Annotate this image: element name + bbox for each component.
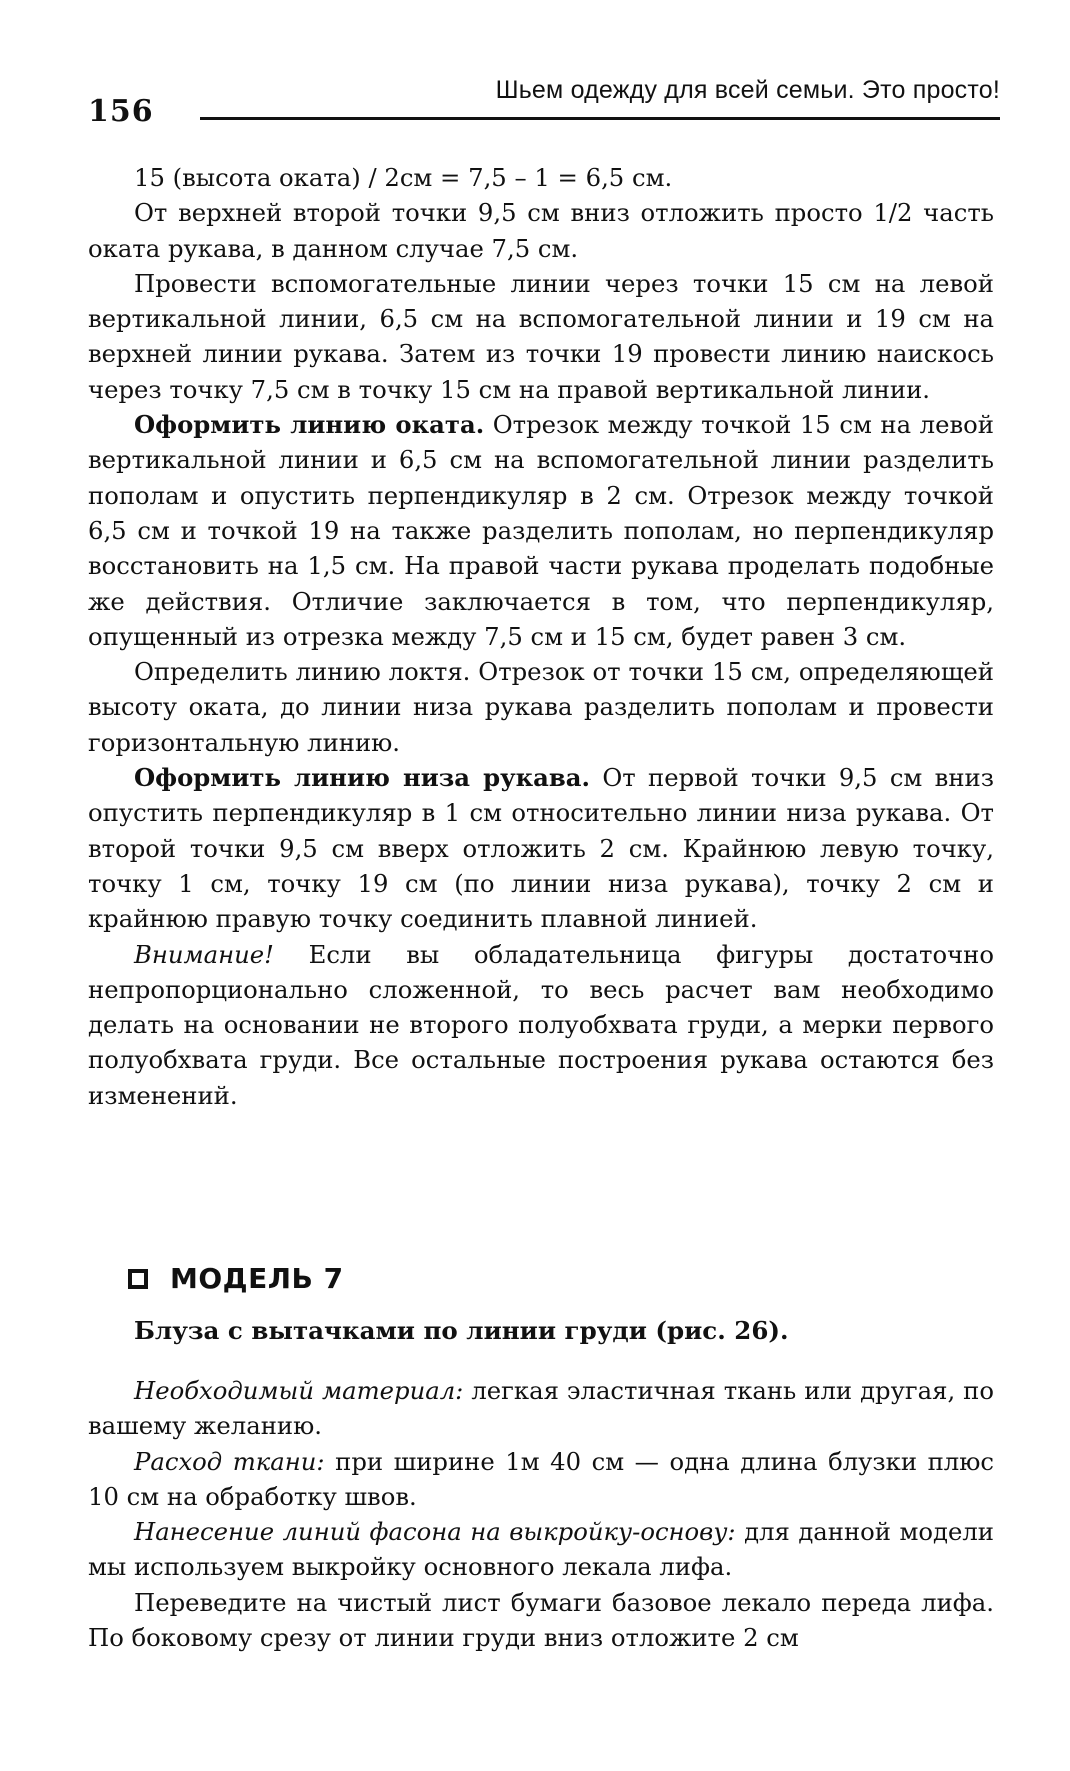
running-title: Шьем одежду для всей семьи. Это просто! xyxy=(495,76,1000,104)
section-subtitle: Блуза с вытачками по линии груди (рис. 26). xyxy=(134,1316,789,1345)
main-text xyxy=(88,160,994,1113)
paragraph xyxy=(88,1444,994,1515)
page-number: 156 xyxy=(88,94,154,129)
paragraph-text: для данной модели мы используем выкройку основного лекала лифа. xyxy=(88,1517,994,1582)
paragraph-text: при ширине 1м 40 см — одна длина блузки плюс 10 см на обработку швов. xyxy=(88,1446,994,1511)
paragraph xyxy=(88,760,994,936)
bold-lead: Оформить линию оката. xyxy=(134,410,485,440)
paragraph: Провести вспомогательные линии через точки 15 см на левой вертикальной линии, 6,5 см на вспомогательной линии и 19 см на верхней линии рукава. Затем из точки 19 провести линию наискось через точку 7,5 см в точку 15 см на правой вертикальной линии. xyxy=(88,268,994,404)
paragraph xyxy=(88,937,994,1113)
italic-lead: Расход ткани: xyxy=(134,1446,325,1476)
paragraph xyxy=(88,407,994,654)
square-bullet-icon xyxy=(128,1269,148,1289)
paragraph: 15 (высота оката) / 2см = 7,5 – 1 = 6,5 см. xyxy=(134,163,673,192)
paragraph: От верхней второй точки 9,5 см вниз отложить просто 1/2 часть оката рукава, в данном случае 7,5 см. xyxy=(88,198,994,263)
italic-lead: Нанесение линий фасона на выкройку-основу: xyxy=(134,1517,736,1547)
section-heading-text: МОДЕЛЬ 7 xyxy=(170,1262,344,1295)
paragraph: Переведите на чистый лист бумаги базовое лекало переда лифа. По боковому срезу от линии груди вниз отложите 2 см xyxy=(88,1587,994,1653)
paragraph-text: Отрезок между точкой 15 см на левой вертикальной линии и 6,5 см на вспомогательной линии разделить пополам и опустить перпендикуляр в 2 см. Отрезок между точкой 6,5 см и точкой 19 на также разделить пополам, но перпендикуляр восстановить на 1,5 см. На правой части рукава проделать подобные же действия. Отличие заключается в том, что перпендикуляр, опущенный из отрезка между 7,5 см и 15 см, будет равен 3 см. xyxy=(88,410,994,651)
paragraph xyxy=(88,1373,994,1444)
italic-lead: Внимание! xyxy=(134,939,274,969)
bold-lead: Оформить линию низа рукава. xyxy=(134,763,590,793)
paragraph-text: легкая эластичная ткань или другая, по вашему желанию. xyxy=(88,1376,994,1441)
paragraph-text: От первой точки 9,5 см вниз опустить перпендикуляр в 1 см относительно линии низа рукава. От второй точки 9,5 см вверх отложить 2 см. Крайнюю левую точку, точку 1 см, точку 19 см (по линии низа рукава), точку 2 см и крайнюю правую точку соединить плавной линией. xyxy=(88,763,994,934)
section-heading xyxy=(128,1262,344,1295)
header-rule xyxy=(200,117,1000,120)
paragraph-text: Если вы обладательница фигуры достаточно непропорционально сложенной, то весь расчет вам необходимо делать на основании не второго полуобхвата груди, а мерки первого полуобхвата груди. Все остальные построения рукава остаются без изменений. xyxy=(88,939,994,1110)
paragraph xyxy=(88,1514,994,1585)
italic-lead: Необходимый материал: xyxy=(134,1376,464,1405)
model-text xyxy=(88,1373,994,1655)
paragraph: Определить линию локтя. Отрезок от точки 15 см, определяющей высоту оката, до линии низа рукава разделить пополам и провести горизонтальную линию. xyxy=(88,657,994,757)
